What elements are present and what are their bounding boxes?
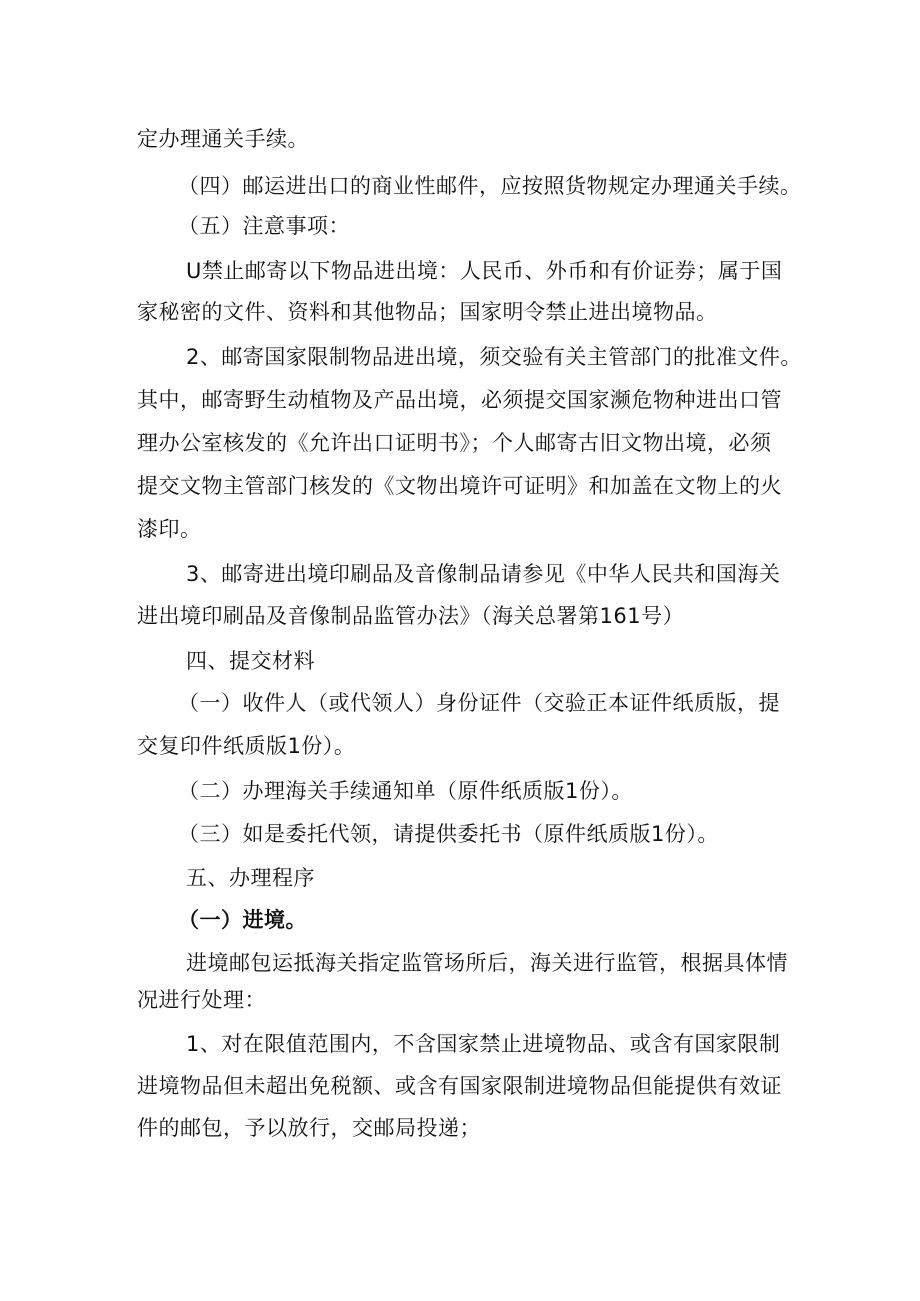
text-line: 2、邮寄国家限制物品进出境，须交验有关主管部门的批准文件。: [186, 345, 802, 369]
text-line: 3、邮寄进出境印刷品及音像制品请参见《中华人民共和国海关: [186, 562, 781, 586]
text-line: 家秘密的文件、资料和其他物品；国家明令禁止进出境物品。: [137, 300, 718, 324]
text-line: 提交文物主管部门核发的《文物出境许可证明》和加盖在文物上的火: [137, 474, 782, 498]
text-line: 1、对在限值范围内，不含国家禁止进境物品、或含有国家限制: [186, 1032, 781, 1056]
text-line: （五）注意事项：: [178, 214, 350, 238]
text-line: （三）如是委托代领，请提供委托书（原件纸质版1份）。: [178, 822, 719, 846]
text-line: 其中，邮寄野生动植物及产品出境，必须提交国家濒危物种进出口管: [137, 388, 782, 412]
section-heading: 五、办理程序: [186, 866, 315, 890]
text-line: 进出境印刷品及音像制品监管办法》（海关总署第161号）: [137, 604, 685, 628]
text-line: （一）收件人（或代领人）身份证件（交验正本证件纸质版，提: [178, 691, 780, 715]
text-line: 交复印件纸质版1份）。: [137, 734, 356, 758]
text-line: 进境物品但未超出免税额、或含有国家限制进境物品但能提供有效证: [137, 1074, 782, 1098]
text-line: 件的邮包，予以放行，交邮局投递；: [137, 1116, 481, 1140]
text-line: 漆印。: [137, 517, 202, 541]
section-heading: 四、提交材料: [186, 649, 315, 673]
text-line: 理办公室核发的《允许出口证明书》；个人邮寄古旧文物出境，必须: [137, 431, 772, 455]
text-line: 况进行处理：: [137, 988, 266, 1012]
text-line: （四）邮运进出口的商业性邮件，应按照货物规定办理通关手续。: [178, 174, 802, 198]
text-line: U禁止邮寄以下物品进出境：人民币、外币和有价证券；属于国: [186, 259, 783, 283]
text-line: 定办理通关手续。: [137, 127, 309, 151]
subsection-heading: （一）进境。: [178, 908, 307, 932]
text-line: （二）办理海关手续通知单（原件纸质版1份）。: [178, 779, 633, 803]
text-line: 进境邮包运抵海关指定监管场所后，海关进行监管，根据具体情: [186, 951, 788, 975]
